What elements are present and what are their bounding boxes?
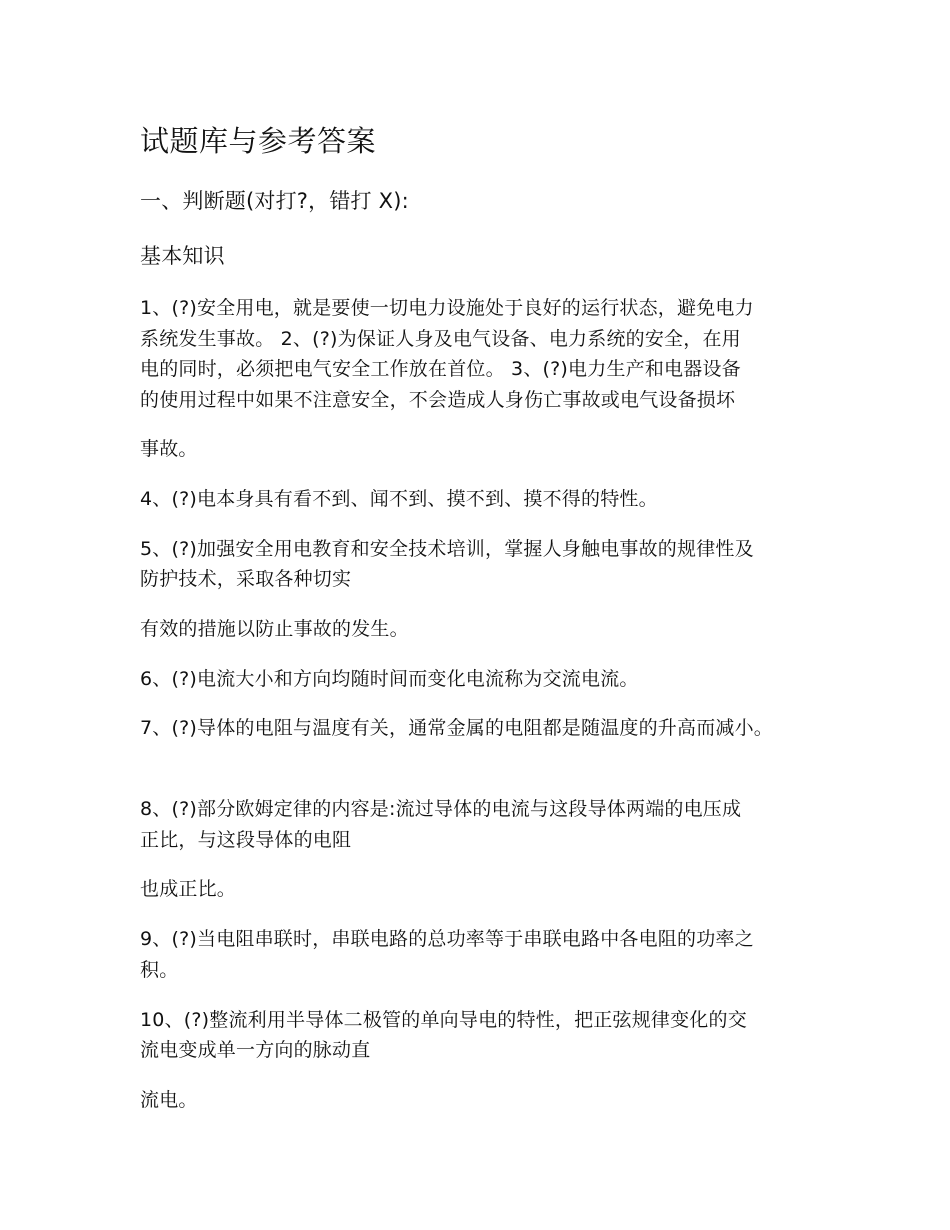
text-line: 也成正比。 bbox=[140, 878, 237, 900]
text-line: 电的同时，必须把电气安全工作放在首位。 3、(?)电力生产和电器设备 bbox=[140, 358, 741, 380]
text-line: 5、(?)加强安全用电教育和安全技术培训，掌握人身触电事故的规律性及 bbox=[140, 538, 754, 560]
text-line: 1、(?)安全用电，就是要使一切电力设施处于良好的运行状态，避免电力 bbox=[140, 297, 754, 319]
text-line: 4、(?)电本身具有看不到、闻不到、摸不到、摸不得的特性。 bbox=[140, 488, 658, 510]
text-line: 系统发生事故。 2、(?)为保证人身及电气设备、电力系统的安全，在用 bbox=[140, 328, 741, 350]
text-line: 正比，与这段导体的电阻 bbox=[140, 829, 352, 851]
text-line: 流电变成单一方向的脉动直 bbox=[140, 1039, 371, 1061]
subsection-heading: 基本知识 bbox=[140, 244, 225, 268]
text-line: 防护技术，采取各种切实 bbox=[140, 568, 352, 590]
text-line: 有效的措施以防止事故的发生。 bbox=[140, 618, 409, 640]
section-heading: 一、判断题(对打?，错打 X): bbox=[140, 189, 409, 213]
text-line: 事故。 bbox=[140, 438, 198, 460]
text-line: 8、(?)部分欧姆定律的内容是:流过导体的电流与这段导体两端的电压成 bbox=[140, 798, 742, 820]
text-line: 流电。 bbox=[140, 1089, 198, 1111]
text-line: 的使用过程中如果不注意安全，不会造成人身伤亡事故或电气设备损坏 bbox=[140, 389, 736, 411]
text-line: 积。 bbox=[140, 959, 179, 981]
text-line: 7、(?)导体的电阻与温度有关，通常金属的电阻都是随温度的升高而减小。 bbox=[140, 717, 773, 739]
document-title: 试题库与参考答案 bbox=[140, 124, 377, 158]
text-line: 9、(?)当电阻串联时，串联电路的总功率等于串联电路中各电阻的功率之 bbox=[140, 928, 754, 950]
text-line: 10、(?)整流利用半导体二极管的单向导电的特性，把正弦规律变化的交 bbox=[140, 1009, 747, 1031]
text-line: 6、(?)电流大小和方向均随时间而变化电流称为交流电流。 bbox=[140, 668, 639, 690]
